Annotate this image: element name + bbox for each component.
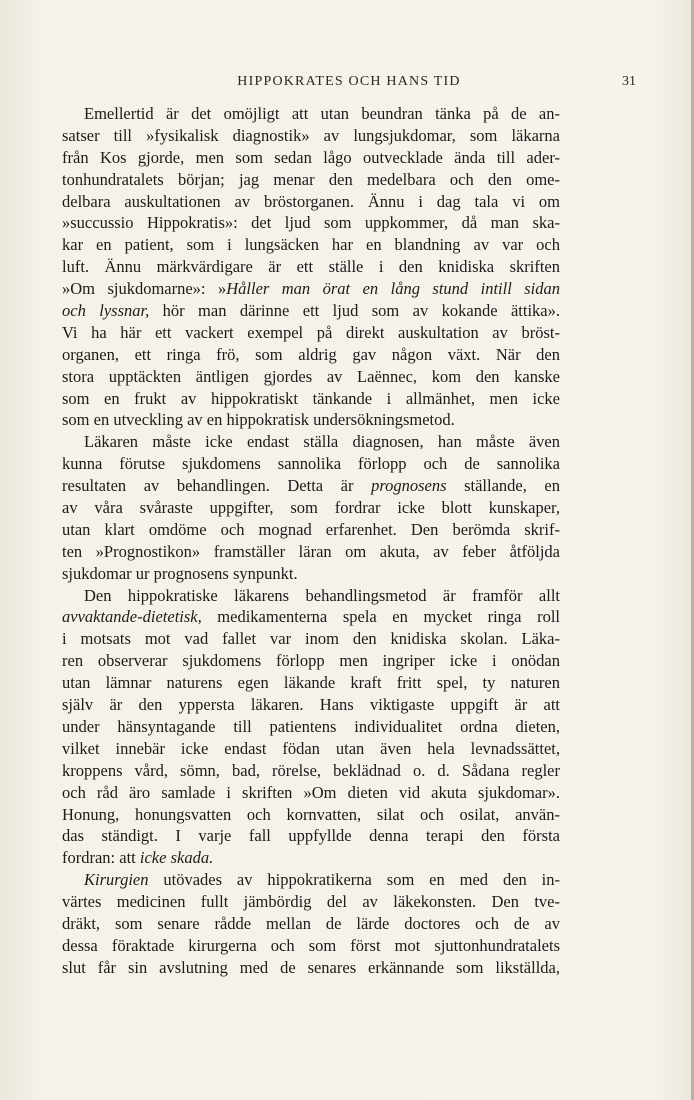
italic-text: avvaktande-dietetisk, [62,607,202,627]
text-line [62,847,560,869]
line-text: Emellertid är det omöjligt att utan beundran tänka på de an- [84,104,560,123]
text-line [62,891,560,913]
text-line [62,191,560,213]
line-text: stora upptäckten äntligen gjordes av Laënnec, kom den kanske [62,366,560,386]
text-line [62,453,560,475]
line-text: vilket innebär icke endast födan utan även hela levnadssättet, [62,738,560,758]
text-line [62,322,560,344]
line-text: Läkaren måste icke endast ställa diagnosen, han måste även [84,432,560,452]
italic-text: icke skada. [139,848,214,868]
text-line [62,431,560,453]
text-line [62,409,560,431]
line-text: kroppens vård, sömn, bad, rörelse, beklädnad o. d. Sådana regler [62,760,560,780]
text-line [62,869,560,891]
line-text: slut får sin avslutning med de senares erkännande som likställda, [62,957,560,977]
text-line [62,256,560,278]
line-text: Vi ha här ett vackert exempel på direkt auskultation av bröst- [62,322,560,342]
text-line [62,738,560,760]
text-line [62,672,560,694]
text-line [62,541,560,563]
text-line [62,125,560,147]
page-number: 31 [622,74,636,89]
line-text: av våra svåraste uppgifter, som fordrar icke blott kunskaper, [62,498,560,518]
text-line [62,804,560,826]
italic-text: Håller man örat en lång stund intill sidan [226,279,560,299]
text-line [62,344,560,366]
line-text: organen, ett ringa frö, som aldrig gav någon växt. När den [62,344,560,364]
line-text: »succussio Hippokratis»: det ljud som uppkommer, då man ska- [62,213,560,233]
text-line [62,825,560,847]
text-line [62,278,560,300]
line-text: under hänsyntagande till patientens individualitet ordna dieten, [62,716,560,736]
text-line [62,716,560,738]
line-text: fordran: att [62,848,140,868]
line-text: delbara auskultationen av bröstorganen. Ännu i dag tala vi om [62,191,560,211]
line-text: utan lämnar naturens egen läkande kraft fritt spel, ty naturen [62,673,560,693]
line-text: hör man därinne ett ljud som av kokande ättika». [149,301,560,321]
text-line [62,497,560,519]
text-line [62,760,560,782]
line-text: »Om sjukdomarne»: » [62,279,227,299]
line-text: kar en patient, som i lungsäcken har en blandning av var och [62,235,560,255]
running-title: HIPPOKRATES OCH HANS TID [237,74,461,89]
text-line [62,563,560,585]
line-text: tonhundratalets början; jag menar den medelbara och den ome- [62,169,560,189]
line-text: själv är den yppersta läkaren. Hans viktigaste uppgift är att [62,695,560,715]
page-header [62,74,636,98]
text-line [62,694,560,716]
text-line [62,957,560,979]
line-text: Den hippokratiske läkarens behandlingsmetod är framför allt [84,585,560,605]
line-text: och råd äro samlade i skriften »Om dieten vid akuta sjukdomar». [62,782,560,802]
text-line [62,913,560,935]
text-line [62,300,560,322]
line-text: sjukdomar ur prognosens synpunkt. [62,563,298,583]
italic-text: och lyssnar, [62,301,150,321]
text-line [62,212,560,234]
line-text: som en utveckling av en hippokratisk undersökningsmetod. [62,410,455,430]
text-line [62,147,560,169]
line-text: värtes medicinen fullt jämbördig del av läkekonsten. Den tve- [62,892,560,912]
text-line [62,234,560,256]
text-line [62,935,560,957]
line-text: kunna förutse sjukdomens sannolika förlopp och de sannolika [62,454,560,474]
line-text: dräkt, som senare rådde mellan de lärde doctores och de av [62,913,560,933]
line-text: resultaten av behandlingen. Detta är [62,476,372,496]
line-text: utan klart omdöme och mognad erfarenhet. Den berömda skrif- [62,519,560,539]
text-line [62,628,560,650]
line-text: medikamenterna spela en mycket ringa roll [201,607,560,627]
line-text: Honung, honungsvatten och kornvatten, silat och osilat, använ- [62,804,560,824]
line-text: satser till »fysikalisk diagnostik» av lungsjukdomar, som läkarna [62,125,560,145]
line-text: i motsats mot vad fallet var inom den knidiska skolan. Läka- [62,629,560,649]
text-line [62,650,560,672]
line-text: som en frukt av hippokratiskt tänkande i allmänhet, men icke [62,388,560,408]
line-text: ställande, en [446,476,560,496]
line-text: luft. Ännu märkvärdigare är ett ställe i den knidiska skriften [62,257,560,277]
text-line [62,169,560,191]
italic-text: Kirurgien [84,870,149,890]
line-text: ten »Prognostikon» framställer läran om akuta, av feber åtföljda [62,541,560,561]
body-text [62,103,560,979]
text-line [62,388,560,410]
text-line [62,366,560,388]
line-text: utövades av hippokratikerna som en med den in- [148,870,560,890]
italic-text: prognosens [371,476,447,496]
line-text: från Kos gjorde, men som sedan lågo outvecklade ända till ader- [62,147,560,167]
line-text: ren observerar sjukdomens förlopp men ingriper icke i onödan [62,651,560,671]
line-text: das ständigt. I varje fall uppfyllde denna terapi den första [62,826,560,846]
text-line [62,475,560,497]
text-line [62,103,560,125]
text-line [62,585,560,607]
text-line [62,606,560,628]
text-line [62,519,560,541]
line-text: dessa föraktade kirurgerna och som först mot sjuttonhundratalets [62,935,560,955]
text-line [62,782,560,804]
